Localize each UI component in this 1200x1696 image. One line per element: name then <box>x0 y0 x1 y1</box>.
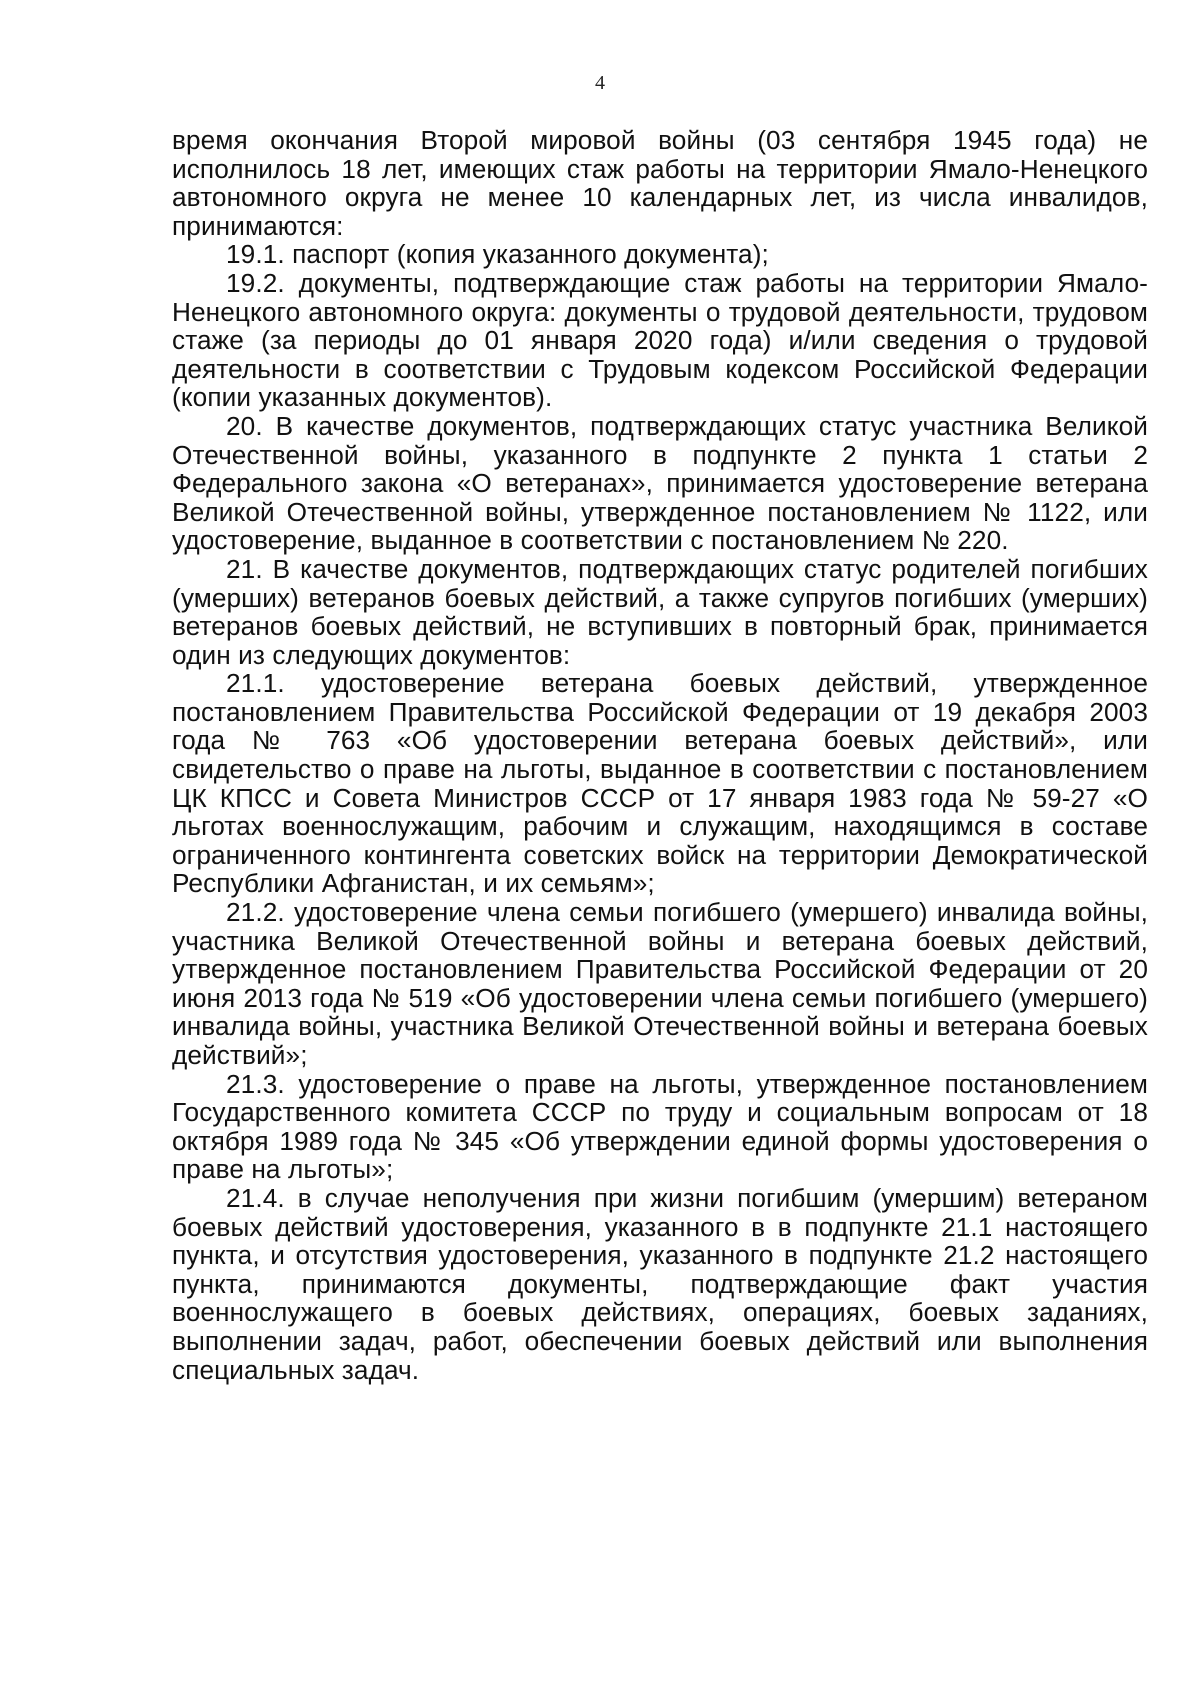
paragraph-19-2: 19.2. документы, подтверждающие стаж работы на территории Ямало-Ненецкого автономного округа: документы о трудовой деятельности, трудовом стаже (за периоды до 01 января 2020 года) и/или сведения о трудовой деятельности в соответствии с Трудовым кодексом Российской Федерации (копии указанных документов). <box>172 267 1148 413</box>
paragraph-20: 20. В качестве документов, подтверждающих статус участника Великой Отечественной войны, указанного в подпункте 2 пункта 1 статьи 2 Федерального закона «О ветеранах», принимается удостоверение ветерана Великой Отечественной войны, утвержденное постановлением № 1122, или удостоверение, выданное в соответствии с постановлением № 220. <box>172 410 1148 556</box>
document-body <box>172 126 1148 1384</box>
paragraph-19-1: 19.1. паспорт (копия указанного документа); <box>226 239 769 270</box>
paragraph-21: 21. В качестве документов, подтверждающих статус родителей погибших (умерших) ветеранов боевых действий, а также супругов погибших (умерших) ветеранов боевых действий, не вступивших в повторный брак, принимается один из следующих документов: <box>172 553 1148 670</box>
page-number: 4 <box>595 72 605 94</box>
paragraph-21-1: 21.1. удостоверение ветерана боевых действий, утвержденное постановлением Правительства Российской Федерации от 19 декабря 2003 года № 763 «Об удостоверении ветерана боевых действий», или свидетельство о праве на льготы, выданное в соответствии с постановлением ЦК КПСС и Совета Министров СССР от 17 января 1983 года № 59-27 «О льготах военнослужащим, рабочим и служащим, находящимся в составе ограниченного контингента советских войск на территории Демократической Республики Афганистан, и их семьям»; <box>172 668 1148 899</box>
paragraph-21-3: 21.3. удостоверение о праве на льготы, утвержденное постановлением Государственного комитета СССР по труду и социальным вопросам от 18 октября 1989 года № 345 «Об утверждении единой формы удостоверения о праве на льготы»; <box>172 1068 1148 1185</box>
paragraph-21-2: 21.2. удостоверение члена семьи погибшего (умершего) инвалида войны, участника Великой Отечественной войны и ветерана боевых действий, утвержденное постановлением Правительства Российской Федерации от 20 июня 2013 года № 519 «Об удостоверении члена семьи погибшего (умершего) инвалида войны, участника Великой Отечественной войны и ветерана боевых действий»; <box>172 897 1148 1070</box>
paragraph-continuation: время окончания Второй мировой войны (03 сентября 1945 года) не исполнилось 18 лет, имеющих стаж работы на территории Ямало-Ненецкого автономного округа не менее 10 календарных лет, из числа инвалидов, принимаются: <box>172 125 1148 241</box>
paragraph-21-4: 21.4. в случае неполучения при жизни погибшим (умершим) ветераном боевых действий удостоверения, указанного в в подпункте 21.1 настоящего пункта, и отсутствия удостоверения, указанного в подпункте 21.2 настоящего пункта, принимаются документы, подтверждающие факт участия военнослужащего в боевых действиях, операциях, боевых заданиях, выполнении задач, работ, обеспечении боевых действий или выполнения специальных задач. <box>172 1182 1148 1385</box>
